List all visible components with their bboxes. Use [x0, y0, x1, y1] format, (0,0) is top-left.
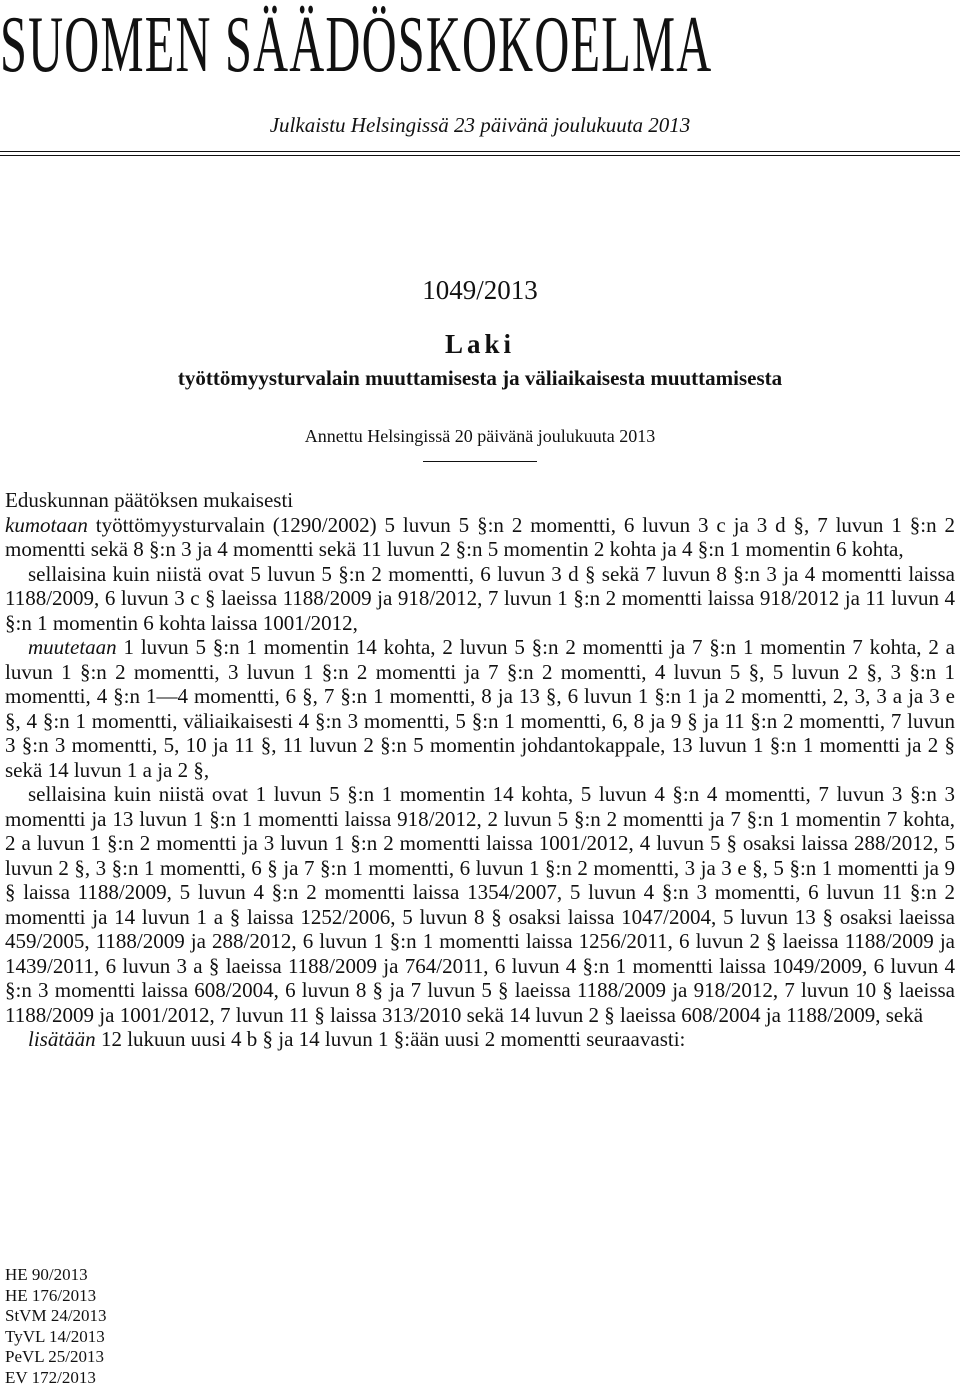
statute-heading — [0, 272, 960, 391]
masthead-rule-bottom — [0, 155, 960, 156]
repeal-keyword: kumotaan — [5, 512, 88, 537]
reference-item: HE 90/2013 — [5, 1265, 88, 1284]
add-paragraph — [5, 1027, 955, 1052]
reference-item: TyVL 14/2013 — [5, 1326, 105, 1346]
masthead-rule-top — [0, 151, 960, 152]
statute-body — [5, 488, 955, 1052]
publication-date: Julkaistu Helsingissä 23 päivänä joulukuuta 2013 — [269, 113, 691, 137]
amend-detail: sellaisina kuin niistä ovat 1 luvun 5 §:n 1 momentin 14 kohta, 5 luvun 4 §:n 4 momentti, 7 luvun 3 §:n 3 momentti ja 13 luvun 1 §:n 1 momentti laissa 918/2012, 2 luvun 5 §:n 2 momentti ja 7 §:n 1 momentin 7 kohta, 2 a luvun 1 §:n 2 momentti ja 3 luvun 1 §:n 2 momentti laissa 1001/2012, 4 luvun 5 § osaksi laissa 288/2012, 5 luvun 2 §, 3 §:n 1 momentti, 6 § ja 7 §:n 1 momentti, 6 luvun 1 §:n 2 momentti, 3 ja 3 e §, 5 §:n 1 momentti ja 9 § laissa 1188/2009, 5 luvun 4 §:n 2 momentti laissa 1354/2007, 5 luvun 4 §:n 3 momentti, 6 luvun 11 §:n 2 momentti ja 14 luvun 1 a § laissa 1252/2006, 5 luvun 8 § osaksi laissa 1047/2004, 5 luvun 13 § osaksi laeissa 459/2005, 1188/2009 ja 288/2012, 6 luvun 1 §:n 1 momentti laissa 1256/2011, 6 luvun 2 § laeissa 1188/2009 ja 1439/2011, 6 luvun 3 a § laeissa 1188/2009 ja 764/2011, 6 luvun 4 §:n 1 momentti laissa 1049/2009, 6 luvun 4 §:n 3 momentti laissa 608/2004, 6 luvun 8 § ja 7 luvun 5 § laeissa 1188/2009 ja 918/2012, 7 luvun 10 § laeissa 1188/2009 ja 1001/2012, 7 luvun 11 § laissa 313/2010 sekä 14 luvun 2 § laeissa 608/2004 ja 1188/2009, sekä — [5, 782, 955, 1027]
masthead-title-box — [0, 4, 960, 86]
repeal-paragraph — [5, 513, 955, 562]
publication-title: SUOMEN SÄÄDÖSKOKOELMA — [0, 4, 713, 86]
amend-text: 1 luvun 5 §:n 1 momentin 14 kohta, 2 luvun 5 §:n 2 momentti ja 7 §:n 1 momentin 7 kohta, 2 a luvun 1 §:n 2 momentti, 3 luvun 1 §:n 2 momentti ja 7 §:n 2 momentti, 4 luvun 5 §, 5 luvun 2 §, 3 §:n 1 momentti, 4 §:n 1—4 momentti, 6 §, 7 §:n 1 momentti, 8 ja 13 §, 6 luvun 1 §:n 1 ja 2 momentti, 2, 3, 3 a ja 3 e §, 4 §:n 1 momentti, väliaikaisesti 4 §:n 3 momentti, 5 §:n 1 momentti, 6, 8 ja 9 § ja 11 §:n 2 momentti, 7 luvun 3 §:n 3 momentti, 5, 10 ja 11 §, 11 luvun 2 §:n 5 momentin johdantokappale, 13 luvun 1 §:n 1 momentti ja 2 § sekä 14 luvun 1 a ja 2 §, — [5, 635, 955, 782]
repeal-detail: sellaisina kuin niistä ovat 5 luvun 5 §:n 2 momentti, 6 luvun 3 d § sekä 7 luvun 8 §:n 3 ja 4 momentti laissa 1188/2009, 6 luvun 3 c § laeissa 1188/2009 ja 918/2012, 7 luvun 1 §:n 2 momentti laissa 918/2012 ja 11 luvun 4 §:n 1 momentin 6 kohta laissa 1001/2012, — [5, 561, 955, 635]
legislative-references — [5, 1265, 305, 1388]
enacting-clause: Eduskunnan päätöksen mukaisesti — [5, 488, 294, 512]
given-date: Annettu Helsingissä 20 päivänä joulukuuta 2013 — [304, 426, 656, 446]
amend-paragraph — [5, 635, 955, 782]
repeal-text: työttömyysturvalain (1290/2002) 5 luvun 5 §:n 2 momentti, 6 luvun 3 c ja 3 d §, 7 luvun 1 §:n 2 momentti sekä 8 §:n 3 ja 4 momentti sekä 11 luvun 2 §:n 5 momentin 2 kohta ja 4 §:n 1 momentin 6 kohta, — [5, 512, 955, 561]
heading-divider — [423, 461, 537, 462]
reference-item: HE 176/2013 — [5, 1285, 97, 1305]
reference-item: EV 172/2013 — [5, 1367, 96, 1387]
reference-item: PeVL 25/2013 — [5, 1347, 105, 1366]
reference-item: StVM 24/2013 — [5, 1306, 107, 1325]
add-text: 12 lukuun uusi 4 b § ja 14 luvun 1 §:ään uusi 2 momentti seuraavasti: — [95, 1027, 686, 1051]
amend-keyword: muutetaan — [28, 635, 117, 659]
add-keyword: lisätään — [28, 1027, 96, 1051]
document-kind: Laki — [444, 329, 516, 359]
statute-title: työttömyysturvalain muuttamisesta ja väliaikaisesta muuttamisesta — [177, 366, 783, 390]
statute-number: 1049/2013 — [422, 275, 538, 305]
